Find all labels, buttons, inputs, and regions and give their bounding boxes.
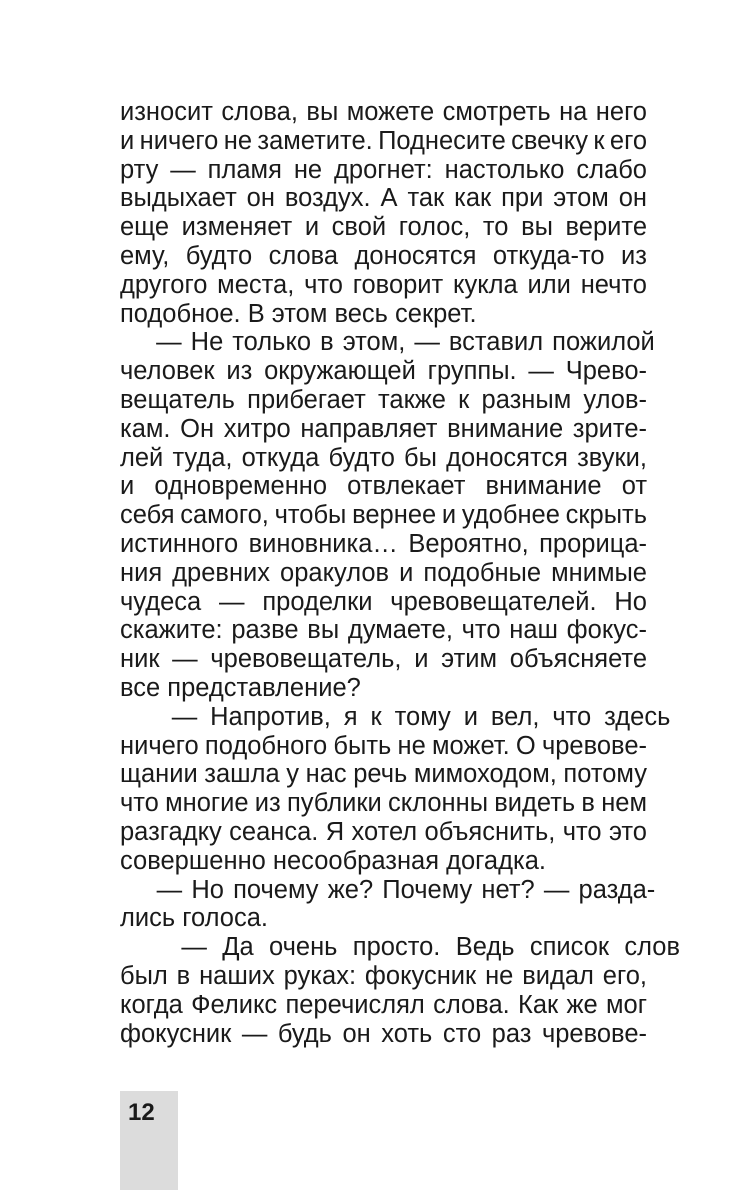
text-line: кам. Он хитро направляет внимание зрите- [120, 414, 647, 443]
text-line: лей туда, откуда будто бы доносятся звуки, [120, 443, 647, 472]
text-line: все представление? [120, 673, 361, 702]
text-line: еще изменяет и свой голос, то вы верите [120, 213, 647, 242]
text-line: что многие из публики склонны видеть в нем [120, 789, 647, 818]
text-line: ему, будто слова доносятся откуда-то из [120, 241, 647, 270]
text-line: — Не только в этом, — вставил пожилой [120, 328, 655, 357]
text-line: износит слова, вы можете смотреть на него [120, 98, 647, 126]
page-number: 12 [128, 1099, 155, 1126]
text-line: человек из окружающей группы. — Чрево- [120, 357, 647, 386]
page-number-tab [120, 1091, 178, 1190]
text-line: скажите: разве вы думаете, что наш фокус- [120, 616, 647, 645]
text-line: другого места, что говорит кукла или нечто [120, 270, 647, 299]
text-line: рту — пламя не дрогнет: настолько слабо [120, 155, 647, 184]
text-line: когда Феликс перечислял слова. Как же мог [120, 990, 647, 1019]
text-line: ничего подобного быть не может. О чревове- [120, 731, 647, 760]
text-line: ния древних оракулов и подобные мнимые [120, 558, 647, 587]
text-line: истинного виновника… Вероятно, прорица- [120, 529, 647, 558]
text-line: разгадку сеанса. Я хотел объяснить, что это [120, 817, 647, 846]
text-line: подобное. В этом весь секрет. [120, 299, 477, 328]
text-line: совершенно несообразная догадка. [120, 846, 546, 875]
page-text [120, 98, 681, 1048]
text-line: вещатель прибегает также к разным улов- [120, 385, 647, 414]
text-line: чудеса — проделки чревовещателей. Но [120, 587, 647, 616]
text-line: ник — чревовещатель, и этим объясняете [120, 645, 647, 674]
text-line: выдыхает он воздух. А так как при этом он [120, 184, 647, 213]
text-line: и одновременно отвлекает внимание от [120, 472, 647, 501]
text-line: был в наших руках: фокусник не видал его, [120, 961, 647, 990]
text-line: фокусник — будь он хоть сто раз чревове- [120, 1019, 647, 1048]
text-line: — Напротив, я к тому и вел, что здесь [120, 702, 671, 731]
text-line: себя самого, чтобы вернее и удобнее скрыть [120, 501, 647, 530]
text-line: лись голоса. [120, 904, 268, 933]
text-line: и ничего не заметите. Поднесите свечку к его [120, 126, 647, 155]
text-line: — Но почему же? Почему нет? — разда- [120, 875, 656, 904]
text-line: щании зашла у нас речь мимоходом, потому [120, 760, 647, 789]
text-line: — Да очень просто. Ведь список слов [120, 933, 681, 962]
